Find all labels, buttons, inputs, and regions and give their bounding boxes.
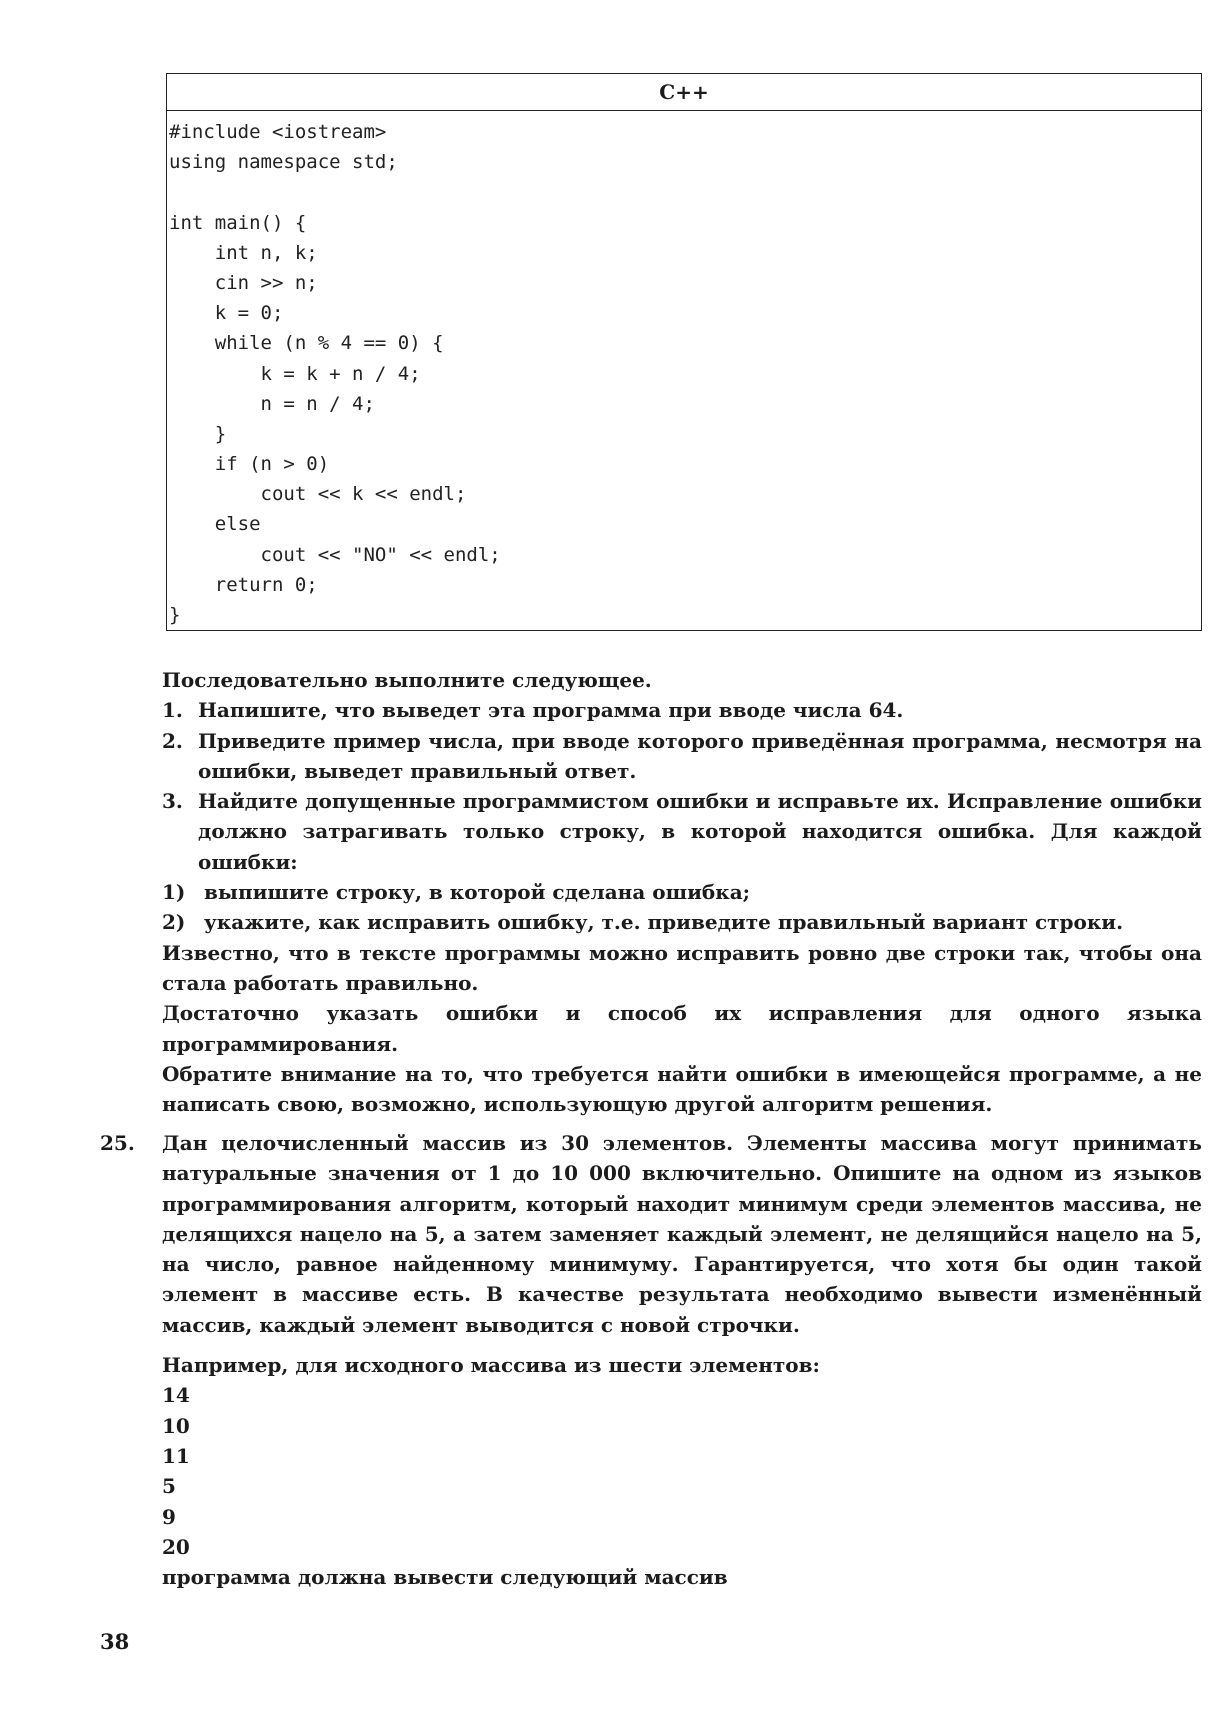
- task24-instructions: [162, 665, 1202, 1119]
- array-value: 20: [162, 1534, 190, 1559]
- task25-example-intro: Например, для исходного массива из шести элементов:: [162, 1353, 820, 1378]
- code-line: cin >> n;: [169, 271, 318, 294]
- code-line: k = 0;: [169, 302, 284, 325]
- task25-example-array: [162, 1380, 1202, 1562]
- task25-number: 25.: [100, 1131, 135, 1155]
- sub-list-item: [162, 877, 1202, 907]
- code-line: }: [169, 422, 227, 445]
- code-line: n = n / 4;: [169, 392, 375, 415]
- task25-body: [162, 1128, 1202, 1592]
- sub-list-item-number: 1): [162, 880, 186, 905]
- array-value: 10: [162, 1413, 190, 1438]
- task24-note-exact-two-lines: Известно, что в тексте программы можно исправить ровно две строки так, чтобы она стала работать правильно.: [162, 940, 1202, 995]
- page-number: 38: [100, 1629, 130, 1654]
- code-line: #include <iostream>: [169, 121, 387, 143]
- task25-example-outro: программа должна вывести следующий массив: [162, 1565, 728, 1590]
- list-item-text: Напишите, что выведет эта программа при вводе числа 64.: [198, 698, 904, 723]
- code-line: cout << "NO" << endl;: [169, 543, 501, 566]
- list-item-number: 3.: [162, 789, 183, 814]
- list-item: [162, 726, 1202, 787]
- code-line: while (n % 4 == 0) {: [169, 332, 444, 355]
- array-value: 5: [162, 1474, 176, 1499]
- array-value: 9: [162, 1504, 176, 1529]
- code-line: using namespace std;: [169, 151, 398, 174]
- list-item-number: 2.: [162, 728, 183, 753]
- sub-list-item-text: укажите, как исправить ошибку, т.е. приведите правильный вариант строки.: [204, 910, 1124, 935]
- code-language-header: C++: [167, 74, 1201, 111]
- code-line: [169, 177, 1201, 207]
- code-line: int main() {: [169, 211, 307, 234]
- code-line: cout << k << endl;: [169, 483, 467, 506]
- code-line: k = k + n / 4;: [169, 362, 421, 385]
- list-item-text: Приведите пример числа, при вводе которого приведённая программа, несмотря на ошибки, выведет правильный ответ.: [198, 728, 1202, 783]
- array-value: 11: [162, 1443, 190, 1468]
- list-item: [162, 695, 1202, 725]
- list-item-number: 1.: [162, 698, 183, 723]
- sub-list-item-text: выпишите строку, в которой сделана ошибка;: [204, 880, 751, 905]
- task24-note-one-language: Достаточно указать ошибки и способ их исправления для одного языка программирования.: [162, 1001, 1202, 1056]
- code-line: if (n > 0): [169, 453, 330, 476]
- sub-list-item: [162, 907, 1202, 937]
- code-lines: [167, 111, 1201, 630]
- task24-intro: Последовательно выполните следующее.: [162, 668, 652, 692]
- code-line: return 0;: [169, 573, 318, 596]
- sub-list-item-number: 2): [162, 910, 186, 935]
- list-item-text: Найдите допущенные программистом ошибки и исправьте их. Исправление ошибки должно затрагивать только строку, в которой находится ошибка. Для каждой ошибки:: [198, 789, 1202, 874]
- code-listing: [166, 73, 1202, 631]
- task25-text: Дан целочисленный массив из 30 элементов. Элементы массива могут принимать натуральные значения от 1 до 10 000 включительно. Опишите на одном из языков программирования алгоритм, который находит минимум среди элементов массива, не делящихся нацело на 5, а затем заменяет каждый элемент, не делящийся нацело на 5, на число, равное найденному минимуму. Гарантируется, что хотя бы один такой элемент в массиве есть. В качестве результата необходимо вывести изменённый массив, каждый элемент выводится с новой строчки.: [162, 1131, 1202, 1337]
- code-line: else: [169, 513, 261, 536]
- code-line: int n, k;: [169, 241, 318, 264]
- code-line: }: [169, 604, 181, 626]
- list-item: [162, 786, 1202, 877]
- array-value: 14: [162, 1383, 190, 1408]
- task24-note-attention: Обратите внимание на то, что требуется найти ошибки в имеющейся программе, а не написать свою, возможно, использующую другой алгоритм решения.: [162, 1061, 1202, 1117]
